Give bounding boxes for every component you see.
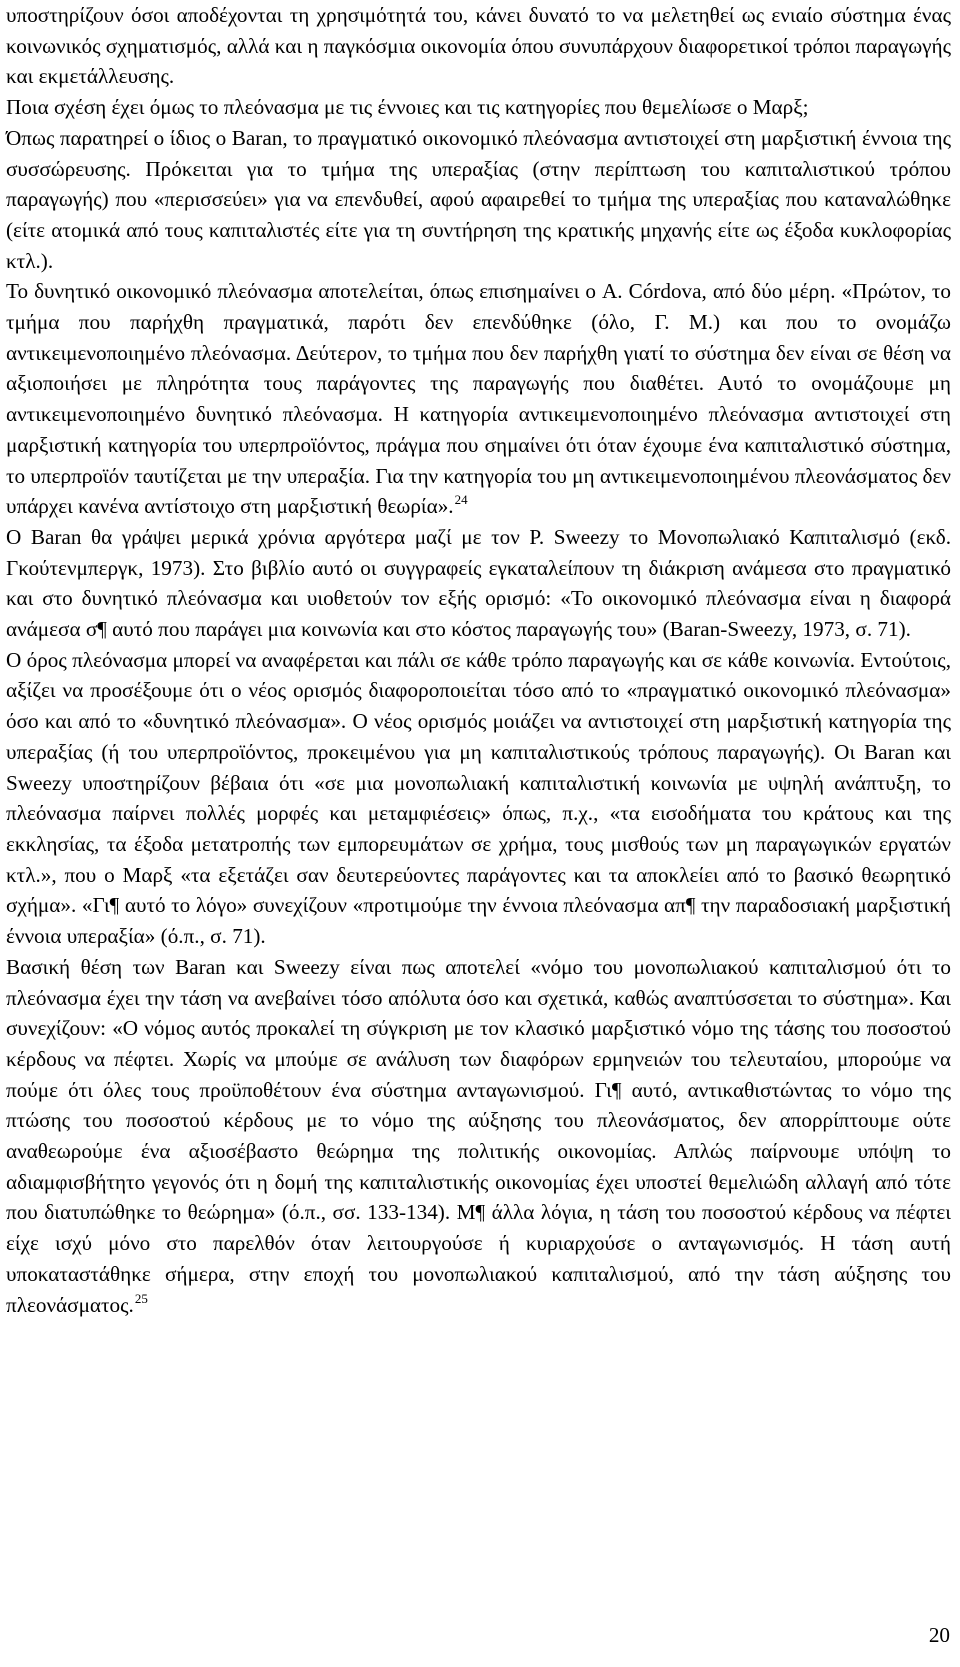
paragraph-text: Βασική θέση των Baran και Sweezy είναι πως αποτελεί «νόμο του μονοπωλιακού καπιταλισμού ότι το πλεόνασμα έχει την τάση να ανεβαίνει τόσο απόλυτα όσο και σχετικά, καθώς αναπτύσσεται το σύστημα». Και συνεχίζουν: «Ο νόμος αυτός προκαλεί τη σύγκριση με τον κλασικό μαρξιστικό νόμο της τάσης του ποσοστού κέρδους να πέφτει. Χωρίς να μπούμε σε ανάλυση των διαφόρων ερμηνειών του τελευταίου, μπορούμε να πούμε ότι όλες τους προϋποθέτουν ένα σύστημα ανταγωνισμού. Γι¶ αυτό, αντικαθιστώντας το νόμο της πτώσης του ποσοστού κέρδους με το νόμο της αύξησης του πλεονάσματος, δεν απορρίπτουμε ούτε αναθεωρούμε ένα αξιοσέβαστο θεώρημα της πολιτικής οικονομίας. Απλώς παίρνουμε υπόψη το αδιαμφισβήτητο γεγονός ότι η δομή της καπιταλιστικής οικονομίας έχει υποστεί θεμελιώδη αλλαγή από τότε που διατυπώθηκε το θεώρημα» (ό.π., σσ. 133-134). Μ¶ άλλα λόγια, η τάση του ποσοστού κέρδους να πέφτει είχε ισχύ μόνο στο παρελθόν όταν λειτουργούσε ή κυριαρχούσε ο ανταγωνισμός. Η τάση αυτή υποκαταστάθηκε σήμερα, στην εποχή του μονοπωλιακού καπιταλισμού, από την τάση αύξησης του πλεονάσματος. [6, 954, 951, 1317]
paragraph [6, 276, 951, 522]
paragraph-text: Ποια σχέση έχει όμως το πλεόνασμα με τις έννοιες και τις κατηγορίες που θεμελίωσε ο Μαρξ; [6, 95, 809, 120]
paragraph-text: Όπως παρατηρεί ο ίδιος ο Baran, το πραγματικό οικονομικό πλεόνασμα αντιστοιχεί στη μαρξιστική έννοια της συσσώρευσης. Πρόκειται για το τμήμα της υπεραξίας (στην περίπτωση του καπιταλιστικού τρόπου παραγωγής) που «περισσεύει» για να επενδυθεί, αφού αφαιρεθεί το τμήμα της υπεραξίας που καταναλώθηκε (είτε ατομικά από τους καπιταλιστές είτε για τη συντήρηση της κρατικής μηχανής είτε ως έξοδα κυκλοφορίας κτλ.). [6, 125, 951, 273]
paragraph [6, 645, 951, 952]
paragraph [6, 952, 951, 1320]
paragraph [6, 0, 951, 92]
body-text [6, 0, 951, 1320]
paragraph [6, 522, 951, 645]
paragraph [6, 92, 951, 123]
paragraph-text: Ο Baran θα γράψει μερικά χρόνια αργότερα μαζί με τον P. Sweezy το Μονοπωλιακό Καπιταλισμό (εκδ. Γκούτενμπεργκ, 1973). Στο βιβλίο αυτό οι συγγραφείς εγκαταλείπουν τη διάκριση ανάμεσα στο πραγματικό και στο δυνητικό πλεόνασμα και υιοθετούν τον εξής ορισμό: «Το οικονομικό πλεόνασμα είναι η διαφορά ανάμεσα σ¶ αυτό που παράγει μια κοινωνία και στο κόστος παραγωγής του» (Baran-Sweezy, 1973, σ. 71). [6, 524, 951, 642]
paragraph-text: υποστηρίζουν όσοι αποδέχονται τη χρησιμότητά του, κάνει δυνατό το να μελετηθεί ως ενιαίο σύστημα ένας κοινωνικός σχηματισμός, αλλά και η παγκόσμια οικονομία όπου συνυπάρχουν διαφορετικοί τρόποι παραγωγής και εκμετάλλευσης. [6, 3, 951, 89]
footnote-marker: 24 [454, 492, 468, 508]
page-number: 20 [928, 1623, 950, 1647]
paragraph-text: Το δυνητικό οικονομικό πλεόνασμα αποτελείται, όπως επισημαίνει ο A. Córdova, από δύο μέρη. «Πρώτον, το τμήμα που παρήχθη πραγματικά, παρότι δεν επενδύθηκε (όλο, Γ. Μ.) και που το ονομάζω αντικειμενοποιημένο πλεόνασμα. Δεύτερον, το τμήμα που δεν παρήχθη γιατί το σύστημα δεν είναι σε θέση να αξιοποιήσει με πληρότητα τους παράγοντες της παραγωγής που διαθέτει. Αυτό το ονομάζουμε μη αντικειμενοποιημένο δυνητικό πλεόνασμα. Η κατηγορία αντικειμενοποιημένο πλεόνασμα αντιστοιχεί στη μαρξιστική κατηγορία του υπερπροϊόντος, πράγμα που σημαίνει ότι όταν έχουμε ένα καπιταλιστικό σύστημα, το υπερπροϊόν ταυτίζεται με την υπεραξία. Για την κατηγορία του μη αντικειμενοποιημένου πλεονάσματος δεν υπάρχει κανένα αντίστοιχο στη μαρξιστική θεωρία». [6, 279, 952, 519]
footnote-marker: 25 [134, 1290, 148, 1306]
paragraph [6, 123, 951, 277]
paragraph-text: Ο όρος πλεόνασμα μπορεί να αναφέρεται και πάλι σε κάθε τρόπο παραγωγής και σε κάθε κοινωνία. Εντούτοις, αξίζει να προσέξουμε ότι ο νέος ορισμός διαφοροποιείται τόσο από το «πραγματικό οικονομικό πλεόνασμα» όσο και από το «δυνητικό πλεόνασμα». Ο νέος ορισμός μοιάζει να αντιστοιχεί στη μαρξιστική κατηγορία της υπεραξίας (ή του υπερπροϊόντος, προκειμένου για μη καπιταλιστικούς τρόπους παραγωγής). Οι Baran και Sweezy υποστηρίζουν βέβαια ότι «σε μια μονοπωλιακή καπιταλιστική κοινωνία με υψηλή ανάπτυξη, το πλεόνασμα παίρνει πολλές μορφές και μεταμφιέσεις» όπως, π.χ., «τα εισοδήματα του κράτους και της εκκλησίας, τα έξοδα μετατροπής των εμπορευμάτων σε χρήμα, τους μισθούς των μη παραγωγικών εργατών κτλ.», που ο Μαρξ «τα εξετάζει σαν δευτερεύοντες παράγοντες και τα αποκλείει από το βασικό θεωρητικό σχήμα». «Γι¶ αυτό το λόγο» συνεχίζουν «προτιμούμε την έννοια πλεόνασμα απ¶ την παραδοσιακή μαρξιστική έννοια υπεραξία» (ό.π., σ. 71). [6, 647, 951, 949]
